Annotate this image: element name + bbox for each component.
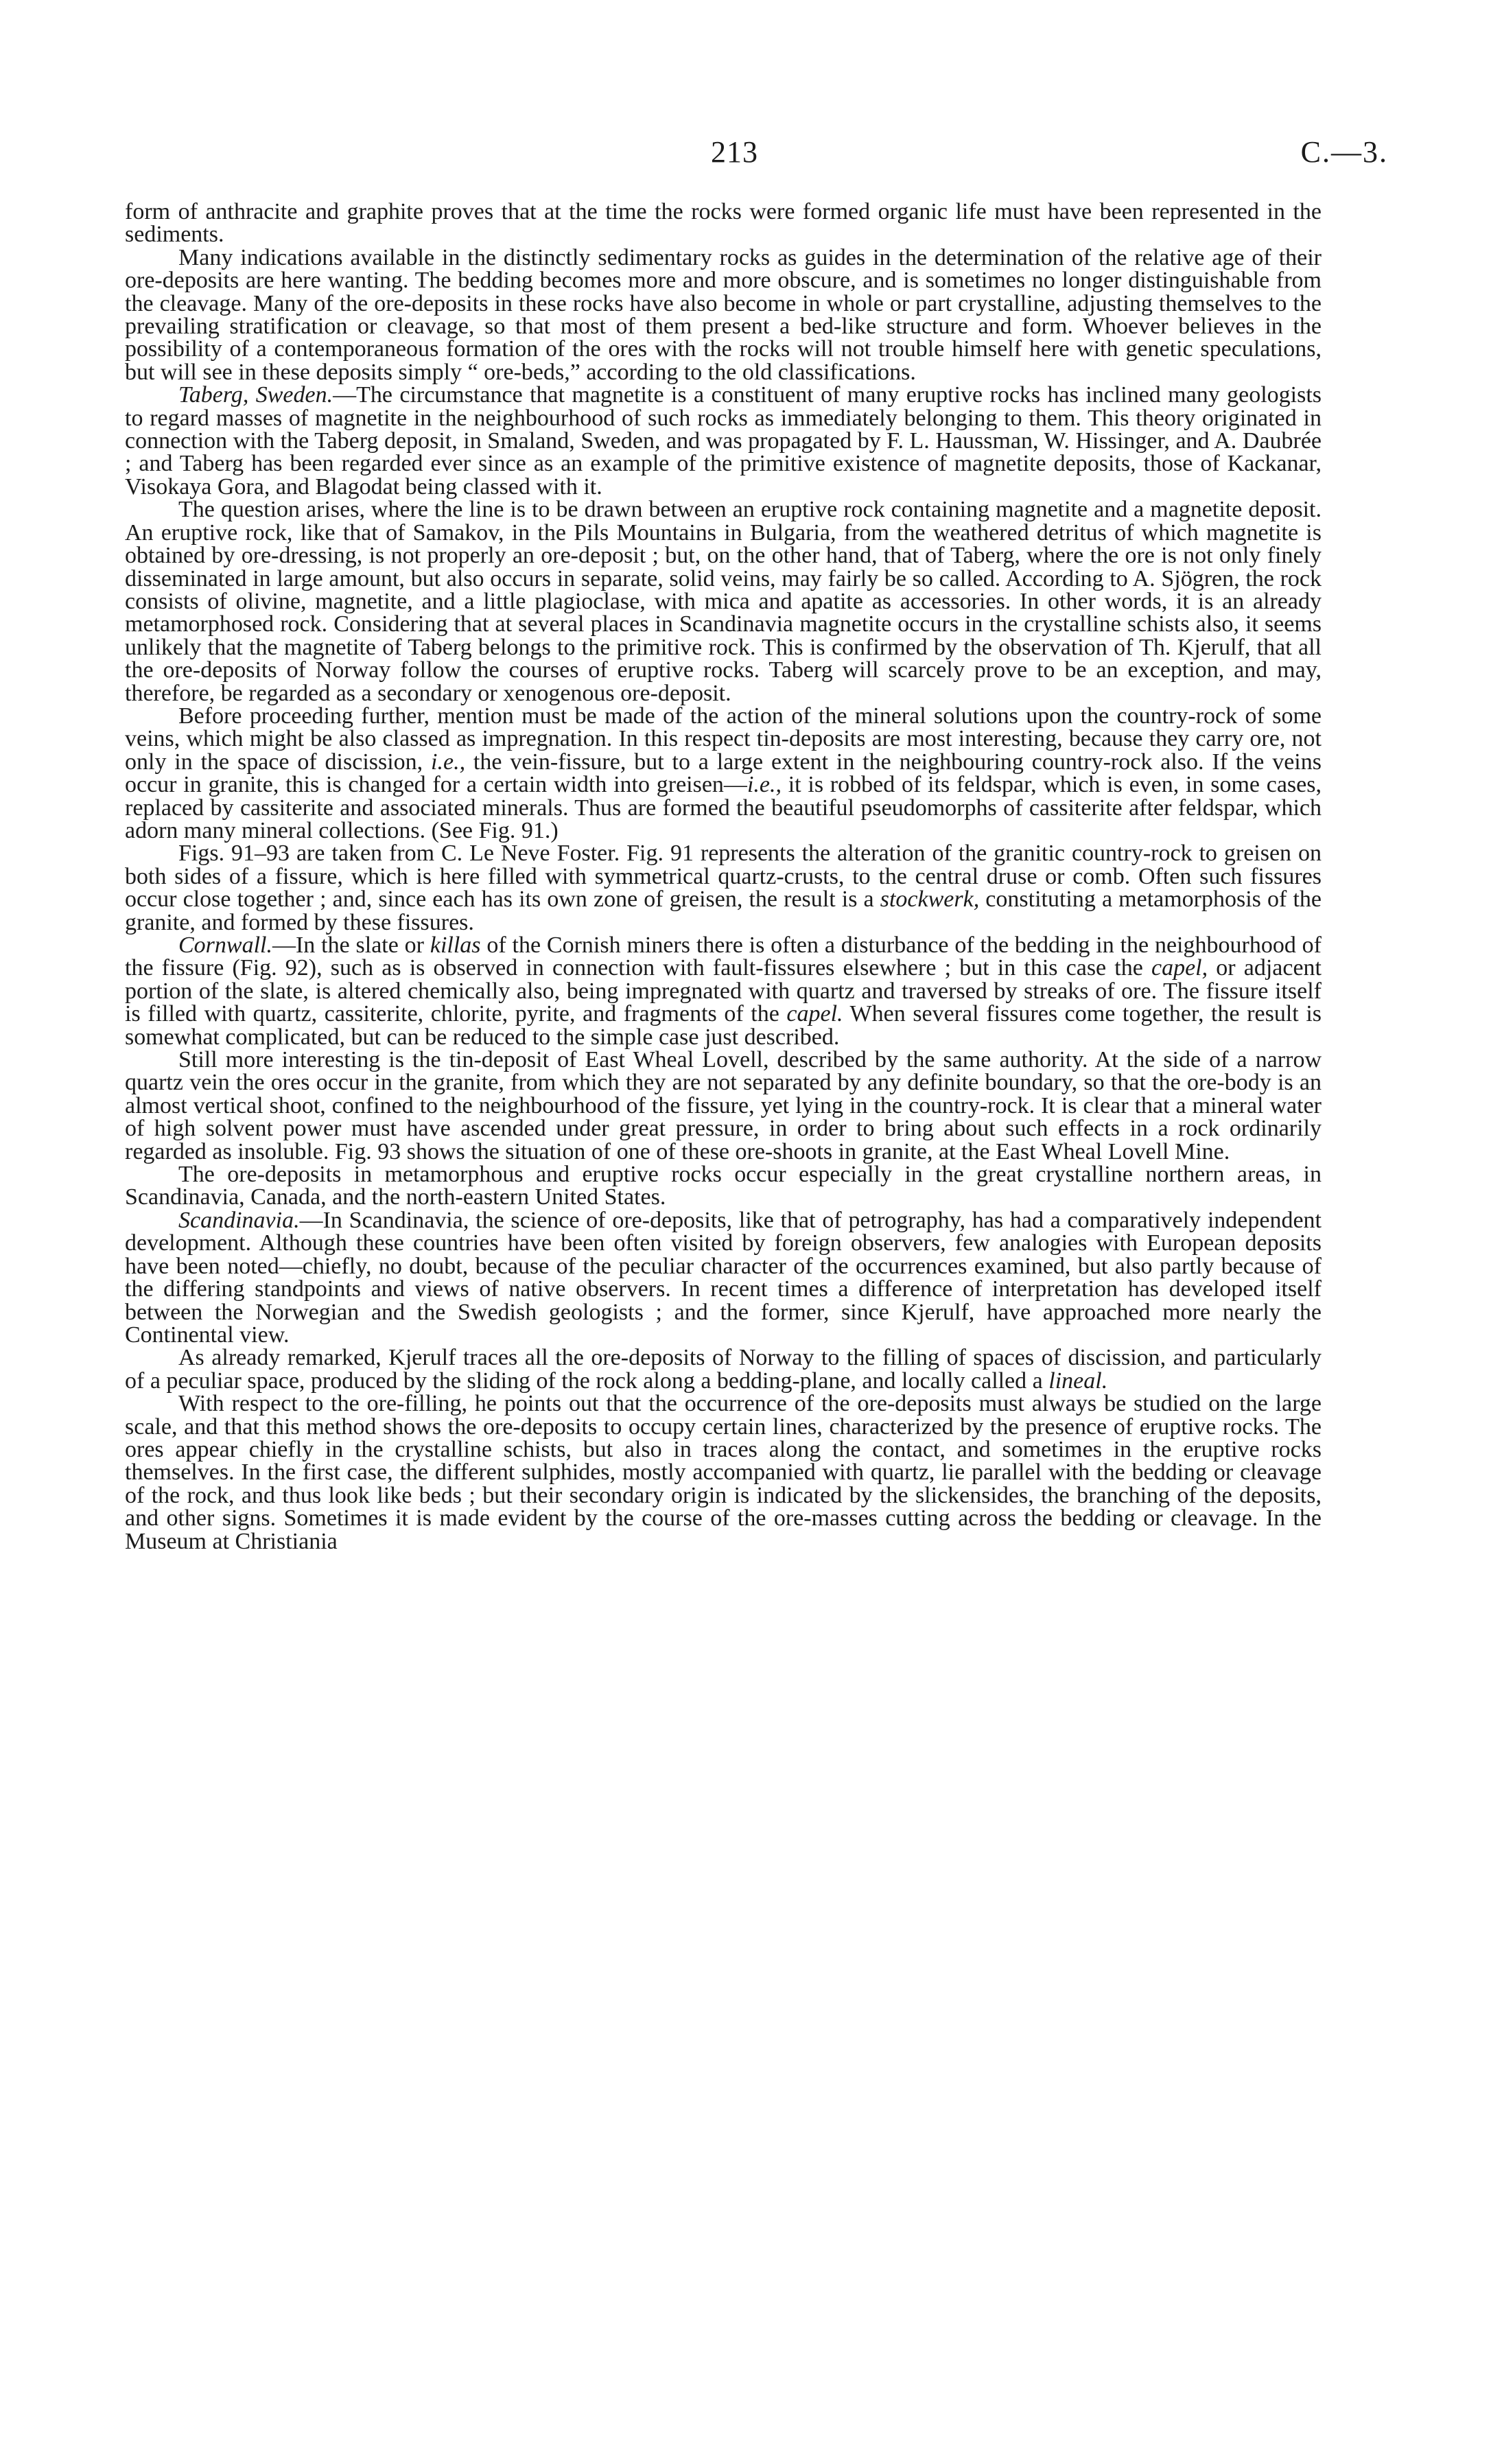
paragraph — [125, 1209, 1322, 1346]
body-text — [125, 200, 1322, 1553]
text-run: form of anthracite and graphite proves that at the time the rocks were formed organic life must have been represented in the sediments. — [125, 199, 1322, 248]
italic-text: capel, — [1151, 955, 1208, 981]
paragraph — [125, 246, 1322, 384]
paragraph — [125, 1392, 1322, 1553]
text-run: Many indications available in the distinctly sedimentary rocks as guides in the determination of the relative age of their ore-deposits are here wanting. The bedding becomes more and more obscure, and is sometimes no longer distinguishable from the cleavage. Many of the ore-deposits in these rocks have also become in whole or part crystalline, adjusting themselves to the prevailing stratification or cleavage, so that most of them present a bed-like structure and form. Whoever believes in the possibility of a contemporaneous formation of the ores with the rocks will not trouble himself here with genetic speculations, but will see in these deposits simply “ ore-beds,” according to the old classifications. — [125, 244, 1322, 385]
text-run: Still more interesting is the tin-deposit of East Wheal Lovell, described by the same authority. At the side of a narrow quartz vein the ores occur in the granite, from which they are not separated by any definite boundary, so that the ore-body is an almost vertical shoot, confined to the neighbourhood of the fissure, yet lying in the country-rock. It is clear that a mineral water of high solvent power must have ascended under great pressure, in order to bring about such effects in a rock ordinarily regarded as insoluble. Fig. 93 shows the situation of one of these ore-shoots in granite, at the East Wheal Lovell Mine. — [125, 1047, 1322, 1164]
text-run: When several fissures come together, the result is somewhat complicated, but can be reduced to the simple case just described. — [125, 1001, 1322, 1050]
paragraph — [125, 705, 1322, 842]
text-run: Before proceeding further, mention must be made of the action of the mineral solutions upon the country-rock of some veins, which might be also classed as impregnation. In this respect tin-deposits are most interesting, because they carry ore, not only in the space of discission, — [125, 703, 1322, 775]
paragraph — [125, 934, 1322, 1048]
text-run: the vein-fissure, but to a large extent in the neighbouring country-rock also. If the veins occur in granite, this is changed for a certain width into greisen— — [125, 749, 1322, 798]
paragraph — [125, 1048, 1322, 1163]
paragraph — [125, 1163, 1322, 1209]
italic-text: Scandinavia. — [178, 1207, 300, 1233]
text-run: With respect to the ore-filling, he points out that the occurrence of the ore-deposits must always be studied on the large scale, and that this method shows the ore-deposits to occupy certain lines, characterized by the presence of eruptive rocks. The ores appear chiefly in the crystalline schists, but also in traces along the contact, and sometimes in the eruptive rocks themselves. In the first case, the different sulphides, mostly accompanied with quartz, lie parallel with the bedding or cleavage of the rock, and thus look like beds ; but their secondary origin is indicated by the slickensides, the branching of the deposits, and other signs. Sometimes it is made evident by the course of the ore-masses cutting across the bedding or cleavage. In the Museum at Christiania — [125, 1391, 1322, 1554]
paragraph — [125, 384, 1322, 498]
italic-text: killas — [430, 932, 481, 958]
italic-text: i.e., — [431, 749, 466, 775]
text-run: The question arises, where the line is to be drawn between an eruptive rock containing magnetite and a magnetite deposit. An eruptive rock, like that of Samakov, in the Pils Mountains in Bulgaria, from the weathered detritus of which magnetite is obtained by ore-dressing, is not properly an ore-deposit ; but, on the other hand, that of Taberg, where the ore is not only finely disseminated in large amount, but also occurs in separate, solid veins, may fairly be so called. According to A. Sjögren, the rock consists of olivine, magnetite, and a little plagioclase, with mica and apatite as accessories. In other words, it is an already metamorphosed rock. Considering that at several places in Scandinavia magnetite occurs in the crystalline schists also, it seems unlikely that the magnetite of Taberg belongs to the primitive rock. This is confirmed by the observation of Th. Kjerulf, that all the ore-deposits of Norway follow the courses of eruptive rocks. Taberg will scarcely prove to be an exception, and may, therefore, be regarded as a secondary or xenogenous ore-deposit. — [125, 497, 1322, 706]
document-reference: C.—3. — [1300, 135, 1388, 169]
italic-text: Cornwall. — [178, 932, 272, 958]
italic-text: i.e., — [747, 772, 782, 798]
text-run: —In Scandinavia, the science of ore-deposits, like that of petrography, has had a comparatively independent development. Although these countries have been often visited by foreign observers, few analogies with European deposits have been noted—chiefly, no doubt, because of the peculiar character of the occurrences examined, but also partly because of the differing standpoints and views of native observers. In recent times a difference of interpretation has developed itself between the Norwegian and the Swedish geologists ; and the former, since Kjerulf, have approached more nearly the Continental view. — [125, 1207, 1322, 1348]
italic-text: Taberg, Sweden. — [178, 382, 333, 408]
paragraph — [125, 842, 1322, 934]
text-run: The ore-deposits in metamorphous and eruptive rocks occur especially in the great crystalline northern areas, in Scandinavia, Canada, and the north-eastern United States. — [125, 1162, 1322, 1210]
italic-text: capel. — [786, 1001, 843, 1027]
text-run: —In the slate or — [272, 932, 430, 958]
page-number: 213 — [711, 135, 758, 169]
paragraph — [125, 1346, 1322, 1392]
italic-text: lineal. — [1048, 1368, 1108, 1394]
text-run: of the Cornish miners there is often a disturbance of the bedding in the neighbourhood of the fissure (Fig. 92), such as is observed in connection with fault-fissures elsewhere ; but in this case the — [125, 932, 1322, 981]
text-run: Figs. 91–93 are taken from C. Le Neve Foster. Fig. 91 represents the alteration of the granitic country-rock to greisen on both sides of a fissure, which is here filled with symmetrical quartz-crusts, to the central druse or comb. Often such fissures occur close together ; and, since each has its own zone of greisen, the result is a — [125, 841, 1322, 913]
paragraph — [125, 200, 1322, 246]
text-run: —The circumstance that magnetite is a constituent of many eruptive rocks has inclined many geologists to regard masses of magnetite in the neighbourhood of such rocks as immediately belonging to them. This theory originated in connection with the Taberg deposit, in Smaland, Sweden, and was propagated by F. L. Haussman, W. Hissinger, and A. Daubrée ; and Taberg has been regarded ever since as an example of the primitive existence of magnetite deposits, those of Kackanar, Visokaya Gora, and Blagodat being classed with it. — [125, 382, 1322, 500]
italic-text: stockwerk, — [880, 887, 980, 913]
paragraph — [125, 498, 1322, 705]
text-run: it is robbed of its feldspar, which is even, in some cases, replaced by cassiterite and associated minerals. Thus are formed the beautiful pseudomorphs of cassiterite after feldspar, which adorn many mineral collections. (See Fig. 91.) — [125, 772, 1322, 843]
text-run: constituting a metamorphosis of the granite, and formed by these fissures. — [125, 887, 1322, 935]
text-run: As already remarked, Kjerulf traces all the ore-deposits of Norway to the filling of spaces of discission, and particularly of a peculiar space, produced by the sliding of the rock along a bedding-plane, and locally called a — [125, 1345, 1322, 1394]
text-run: or adjacent portion of the slate, is altered chemically also, being impregnated with quartz and traversed by streaks of ore. The fissure itself is filled with quartz, cassiterite, chlorite, pyrite, and fragments of the — [125, 955, 1322, 1027]
